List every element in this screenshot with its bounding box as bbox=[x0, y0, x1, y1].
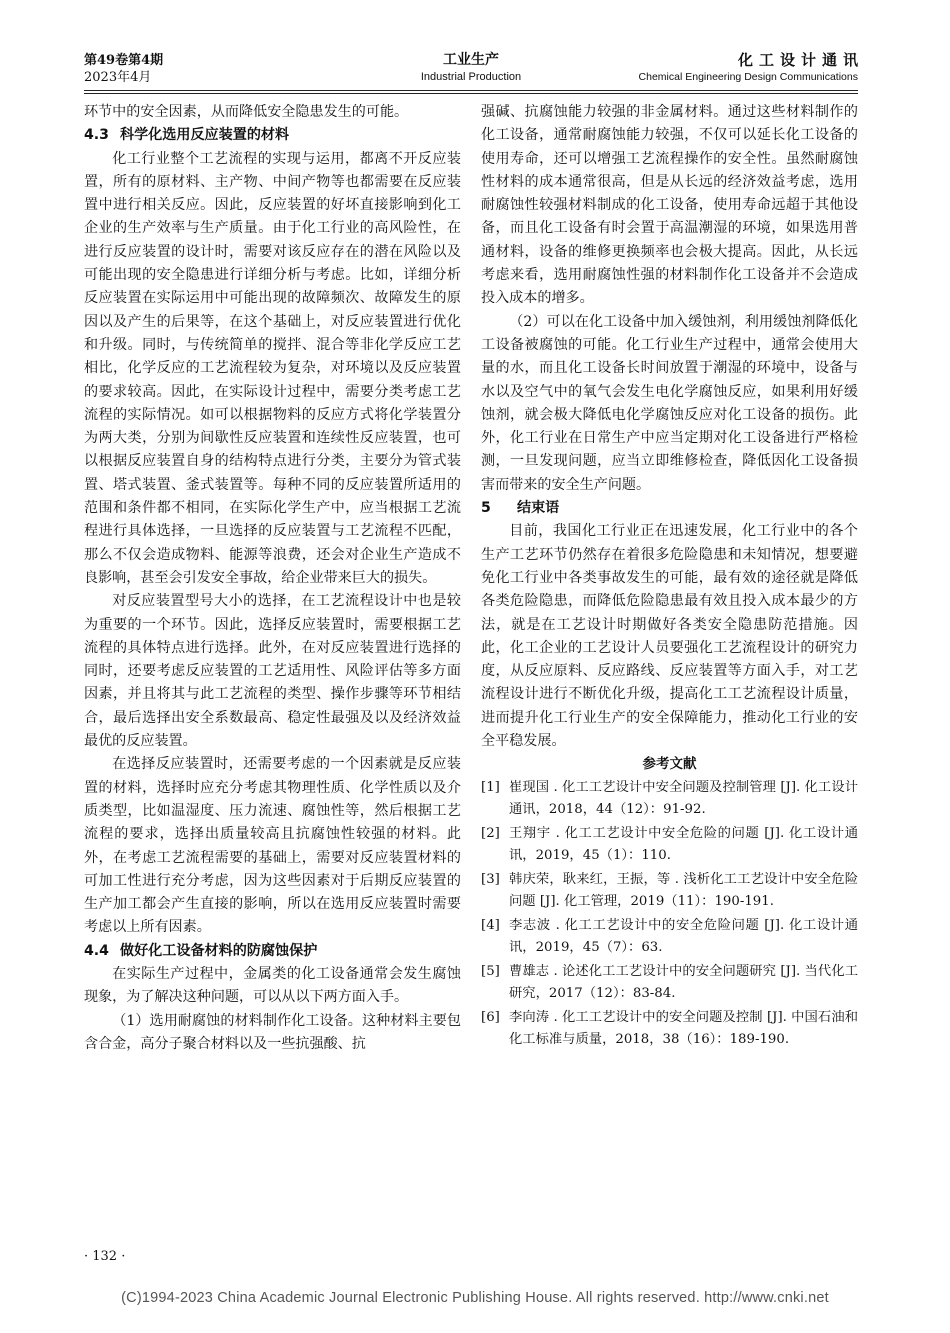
page-header bbox=[84, 51, 864, 90]
page-number: · 132 · bbox=[84, 1249, 126, 1264]
reference-number: [2] bbox=[481, 825, 500, 841]
section-title: 做好化工设备材料的防腐蚀保护 bbox=[120, 942, 318, 959]
journal-name bbox=[638, 51, 864, 85]
right-column bbox=[481, 101, 858, 1053]
section-number: 4.4 bbox=[84, 942, 109, 959]
reference-text: 崔现国 . 化工工艺设计中安全问题及控制管理 [J]. 化工设计通讯，2018，44（12）：91-92. bbox=[509, 779, 858, 818]
section-heading-4-3 bbox=[84, 124, 461, 147]
paragraph: 目前，我国化工行业正在迅速发展，化工行业中的各个生产工艺环节仍然存在着很多危险隐患和未知情况，想要避免化工行业中各类事故发生的可能，最有效的途径就是降低各类危险隐患，而降低危险隐患最有效且投入成本最少的方法，就是在工艺设计时期做好各类安全隐患防范措施。因此，化工企业的工艺设计人员要强化工艺流程设计的研究力度，从反应原料、反应路线、反应装置等方面入手，对工艺流程设计进行不断优化升级，提高化工工艺流程设计质量，进而提升化工行业生产的安全保障能力，推动化工行业的安全平稳发展。 bbox=[481, 523, 858, 750]
column-name-en: Industrial Production bbox=[420, 71, 522, 83]
reference-text: 李向涛 . 化工工艺设计中的安全问题及控制 [J]. 中国石油和化工标准与质量，2018，38（16）：189-190. bbox=[509, 1009, 858, 1048]
reference-item bbox=[481, 1007, 858, 1052]
paragraph: 在实际生产过程中，金属类的化工设备通常会发生腐蚀现象，为了解决这种问题，可以从以下两方面入手。 bbox=[84, 965, 461, 1006]
reference-item bbox=[481, 823, 858, 868]
reference-number: [4] bbox=[481, 917, 500, 933]
issue-date: 2023年4月 bbox=[84, 70, 152, 85]
column-name-zh: 工业生产 bbox=[443, 52, 499, 68]
paragraph: （2）可以在化工设备中加入缓蚀剂，利用缓蚀剂降低化工设备被腐蚀的可能。化工行业生产过程中，通常会使用大量的水，而且化工设备长时间放置于潮湿的环境中，设备与水以及空气中的氧气会发生电化学腐蚀反应，如果利用好缓蚀剂，就会极大降低电化学腐蚀反应对化工设备的损伤。此外，化工行业在日常生产中应当定期对化工设备进行严格检测，一旦发现问题，应当立即维修检查，降低因化工设备损害而带来的安全生产问题。 bbox=[481, 313, 858, 493]
paragraph: 在选择反应装置时，还需要考虑的一个因素就是反应装置的材料，选择时应充分考虑其物理性质、化学性质以及介质类型，比如温湿度、压力流速、腐蚀性等，然后根据工艺流程的要求，选择出质量较高且抗腐蚀性较强的材料。此外，在考虑工艺流程需要的基础上，需要对反应装置材料的可加工性进行充分考虑，因为这些因素对于后期反应装置的生产加工都会产生直接的影响，所以在选用反应装置时需要考虑以上所有因素。 bbox=[84, 756, 461, 936]
copyright-footer: (C)1994-2023 China Academic Journal Electronic Publishing House. All rights reserved. http://www.cnki.net bbox=[121, 1290, 829, 1306]
reference-item bbox=[481, 869, 858, 914]
left-column bbox=[84, 101, 461, 1056]
section-number: 4.3 bbox=[84, 127, 109, 144]
reference-text: 王翔宇 . 化工工艺设计中安全危险的问题 [J]. 化工设计通讯，2019，45（1）：110. bbox=[509, 825, 858, 864]
reference-item bbox=[481, 915, 858, 960]
reference-text: 曹雄志 . 论述化工工艺设计中的安全问题研究 [J]. 当代化工研究，2017（12）：83-84. bbox=[509, 963, 858, 1002]
section-number: 5 bbox=[481, 500, 491, 517]
paragraph: 环节中的安全因素，从而降低安全隐患发生的可能。 bbox=[84, 104, 409, 120]
reference-number: [6] bbox=[481, 1009, 500, 1025]
section-title: 结束语 bbox=[517, 500, 560, 517]
reference-text: 李志波 . 化工工艺设计中的安全危险问题 [J]. 化工设计通讯，2019，45（7）：63. bbox=[509, 917, 858, 956]
journal-name-zh: 化工设计通讯 bbox=[737, 51, 864, 69]
reference-item bbox=[481, 961, 858, 1006]
reference-text: 韩庆荣，耿来红，王振，等 . 浅析化工工艺设计中安全危险问题 [J]. 化工管理，2019（11）：190-191. bbox=[509, 871, 858, 910]
paragraph: （1）选用耐腐蚀的材料制作化工设备。这种材料主要包含合金，高分子聚合材料以及一些抗强酸、抗 bbox=[84, 1012, 461, 1052]
journal-name-en: Chemical Engineering Design Communications bbox=[638, 71, 858, 83]
paragraph: 对反应装置型号大小的选择，在工艺流程设计中也是较为重要的一个环节。因此，选择反应装置时，需要根据工艺流程的具体特点进行选择。此外，在对反应装置进行选择的同时，还要考虑反应装置的工艺适用性、风险评估等多方面因素，并且将其与此工艺流程的类型、操作步骤等环节相结合，最后选择出安全系数最高、稳定性最强及以及经济效益最优的反应装置。 bbox=[84, 593, 461, 750]
paragraph: 强碱、抗腐蚀能力较强的非金属材料。通过这些材料制作的化工设备，通常耐腐蚀能力较强，不仅可以延长化工设备的使用寿命，还可以增强工艺流程操作的安全性。虽然耐腐蚀性材料的成本通常很高，但是从长远的经济效益考虑，选用耐腐蚀性较强材料制成的化工设备，使用寿命远超于其他设备，而且化工设备有时会置于高温潮湿的环境，如果选用普通材料，设备的维修更换频率也会极大提高。因此，从长远考虑来看，选用耐腐蚀性强的材料制作化工设备并不会造成投入成本的增多。 bbox=[481, 104, 858, 307]
section-heading-4-4 bbox=[84, 940, 461, 963]
volume-issue: 第49卷第4期 bbox=[84, 53, 164, 68]
reference-list bbox=[481, 777, 858, 1052]
references-title: 参考文献 bbox=[642, 756, 697, 773]
header-rule bbox=[84, 90, 858, 91]
reference-number: [5] bbox=[481, 963, 500, 979]
header-rule-thin bbox=[84, 93, 858, 94]
reference-item bbox=[481, 777, 858, 822]
section-title: 科学化选用反应装置的材料 bbox=[120, 127, 290, 144]
paragraph: 化工行业整个工艺流程的实现与运用，都离不开反应装置，所有的原材料、主产物、中间产物等也都需要在反应装置中进行相关反应。因此，反应装置的好坏直接影响到化工企业的生产效率与生产质量。由于化工行业的高风险性，在进行反应装置的设计时，需要对该反应存在的潜在风险以及可能出现的安全隐患进行详细分析与考虑。比如，详细分析反应装置在实际运用中可能出现的故障频次、故障发生的原因以及产生的后果等，在这个基础上，对反应装置进行优化和升级。同时，与传统简单的搅拌、混合等非化学反应工艺相比，化学反应的工艺流程较为复杂，对环境以及反应装置的要求较高。因此，在实际设计过程中，需要分类考虑工艺流程的实际情况。如可以根据物料的反应方式将化学装置分为两大类，分别为间歇性反应装置和连续性反应装置，也可以根据反应装置自身的结构特点进行分类，主要分为管式装置、塔式装置、釜式装置等。每种不同的反应装置所适用的范围和条件都不相同，在实际化学生产中，应当根据工艺流程进行具体选择，一旦选择的反应装置与工艺流程不匹配，那么不仅会造成物料、能源等浪费，还会对企业生产造成不良影响，甚至会引发安全事故，给企业带来巨大的损失。 bbox=[84, 150, 461, 586]
section-heading-5 bbox=[481, 497, 858, 520]
reference-number: [1] bbox=[481, 779, 500, 795]
reference-number: [3] bbox=[481, 871, 500, 887]
